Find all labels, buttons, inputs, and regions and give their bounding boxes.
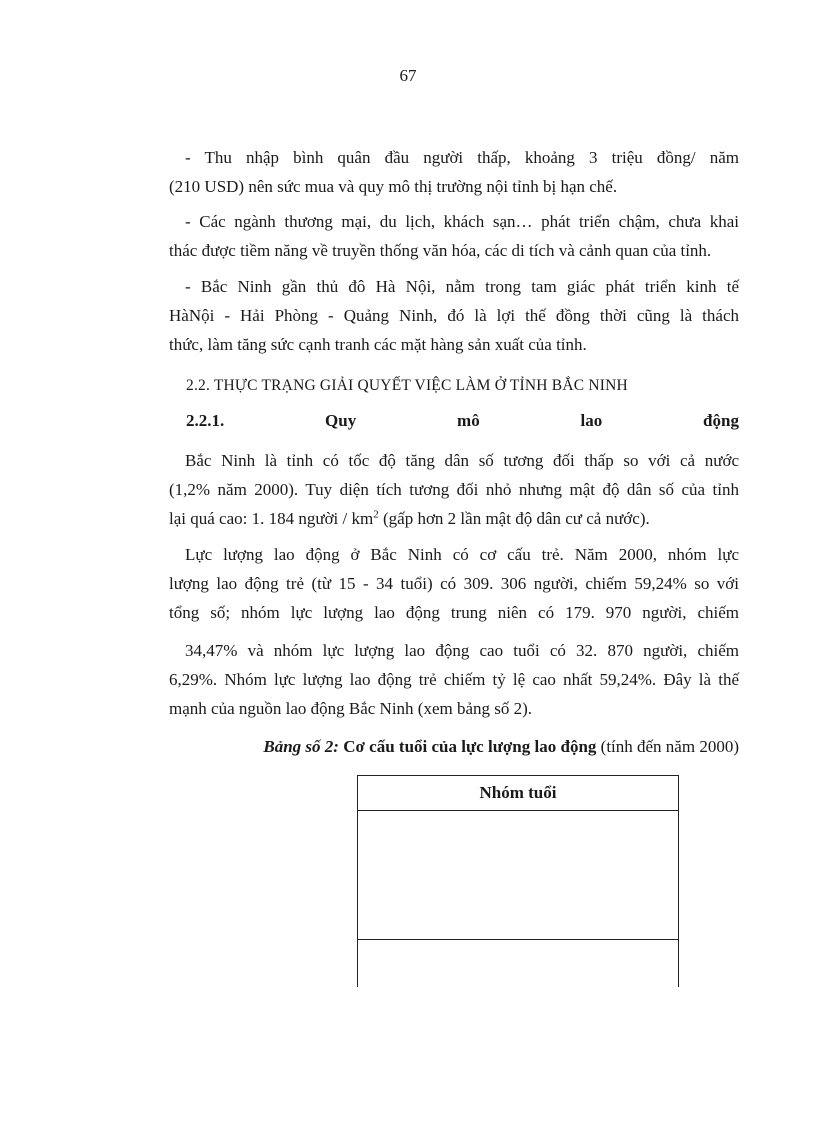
subsection-number: 2.2.1. bbox=[186, 411, 225, 430]
paragraph-income bbox=[169, 143, 739, 201]
text-line: thức, làm tăng sức cạnh tranh các mặt hàng sản xuất của tỉnh. bbox=[169, 335, 587, 354]
age-structure-table bbox=[357, 775, 679, 987]
text-line: (1,2% năm 2000). Tuy diện tích tương đối nhỏ nhưng mật độ dân số của tỉnh bbox=[169, 480, 739, 499]
text-line: 34,47% và nhóm lực lượng lao động cao tuổi có 32. 870 người, chiếm bbox=[185, 641, 739, 660]
paragraph-labor-structure bbox=[169, 540, 739, 627]
text-line: - Thu nhập bình quân đầu người thấp, khoảng 3 triệu đồng/ năm bbox=[185, 148, 739, 167]
text-line: tổng số; nhóm lực lượng lao động trung niên có 179. 970 người, chiếm bbox=[169, 603, 739, 622]
paragraph-trade bbox=[169, 207, 739, 265]
text-line bbox=[169, 504, 739, 533]
text-line: HàNội - Hải Phòng - Quảng Ninh, đó là lợi thế đồng thời cũng là thách bbox=[169, 306, 739, 325]
paragraph-labor-groups bbox=[169, 636, 739, 723]
text-line: 6,29%. Nhóm lực lượng lao động trẻ chiếm tỷ lệ cao nhất 59,24%. Đây là thế bbox=[169, 670, 739, 689]
text-line: - Bắc Ninh gần thủ đô Hà Nội, nằm trong tam giác phát triển kinh tế bbox=[185, 277, 739, 296]
caption-label: Bảng số 2: bbox=[263, 737, 339, 756]
section-heading: 2.2. THỰC TRẠNG GIẢI QUYẾT VIỆC LÀM Ở TỈNH BẮC NINH bbox=[186, 377, 628, 394]
text-line: (210 USD) nên sức mua và quy mô thị trường nội tỉnh bị hạn chế. bbox=[169, 177, 618, 196]
table-cell bbox=[358, 811, 678, 940]
subsection-word: Quy bbox=[325, 411, 357, 430]
text-line: Lực lượng lao động ở Bắc Ninh có cơ cấu trẻ. Năm 2000, nhóm lực bbox=[185, 545, 739, 564]
subsection-word: động bbox=[703, 411, 739, 430]
table-caption bbox=[169, 737, 739, 757]
subsection-word: lao bbox=[580, 411, 603, 430]
subsection-heading bbox=[186, 411, 739, 431]
text-line: mạnh của nguồn lao động Bắc Ninh (xem bảng số 2). bbox=[169, 699, 533, 718]
density-text: lại quá cao: 1. 184 người / km bbox=[169, 509, 374, 528]
text-line: - Các ngành thương mại, du lịch, khách sạn… phát triển chậm, chưa khai bbox=[185, 212, 739, 231]
superscript: 2 bbox=[373, 508, 379, 521]
table-header-age-group: Nhóm tuổi bbox=[358, 776, 678, 811]
density-text-end: (gấp hơn 2 lần mật độ dân cư cả nước). bbox=[378, 509, 650, 528]
caption-note: (tính đến năm 2000) bbox=[596, 737, 739, 756]
paragraph-population bbox=[169, 446, 739, 533]
page-number: 67 bbox=[399, 66, 417, 85]
paragraph-location bbox=[169, 272, 739, 359]
text-line: Bắc Ninh là tỉnh có tốc độ tăng dân số tương đối thấp so với cả nước bbox=[185, 451, 739, 470]
subsection-word: mô bbox=[457, 411, 480, 430]
text-line: thác được tiềm năng về truyền thống văn hóa, các di tích và cảnh quan của tỉnh. bbox=[169, 241, 712, 260]
text-line: lượng lao động trẻ (từ 15 - 34 tuổi) có 309. 306 người, chiếm 59,24% so với bbox=[169, 574, 739, 593]
caption-title: Cơ cấu tuổi của lực lượng lao động bbox=[343, 737, 597, 756]
